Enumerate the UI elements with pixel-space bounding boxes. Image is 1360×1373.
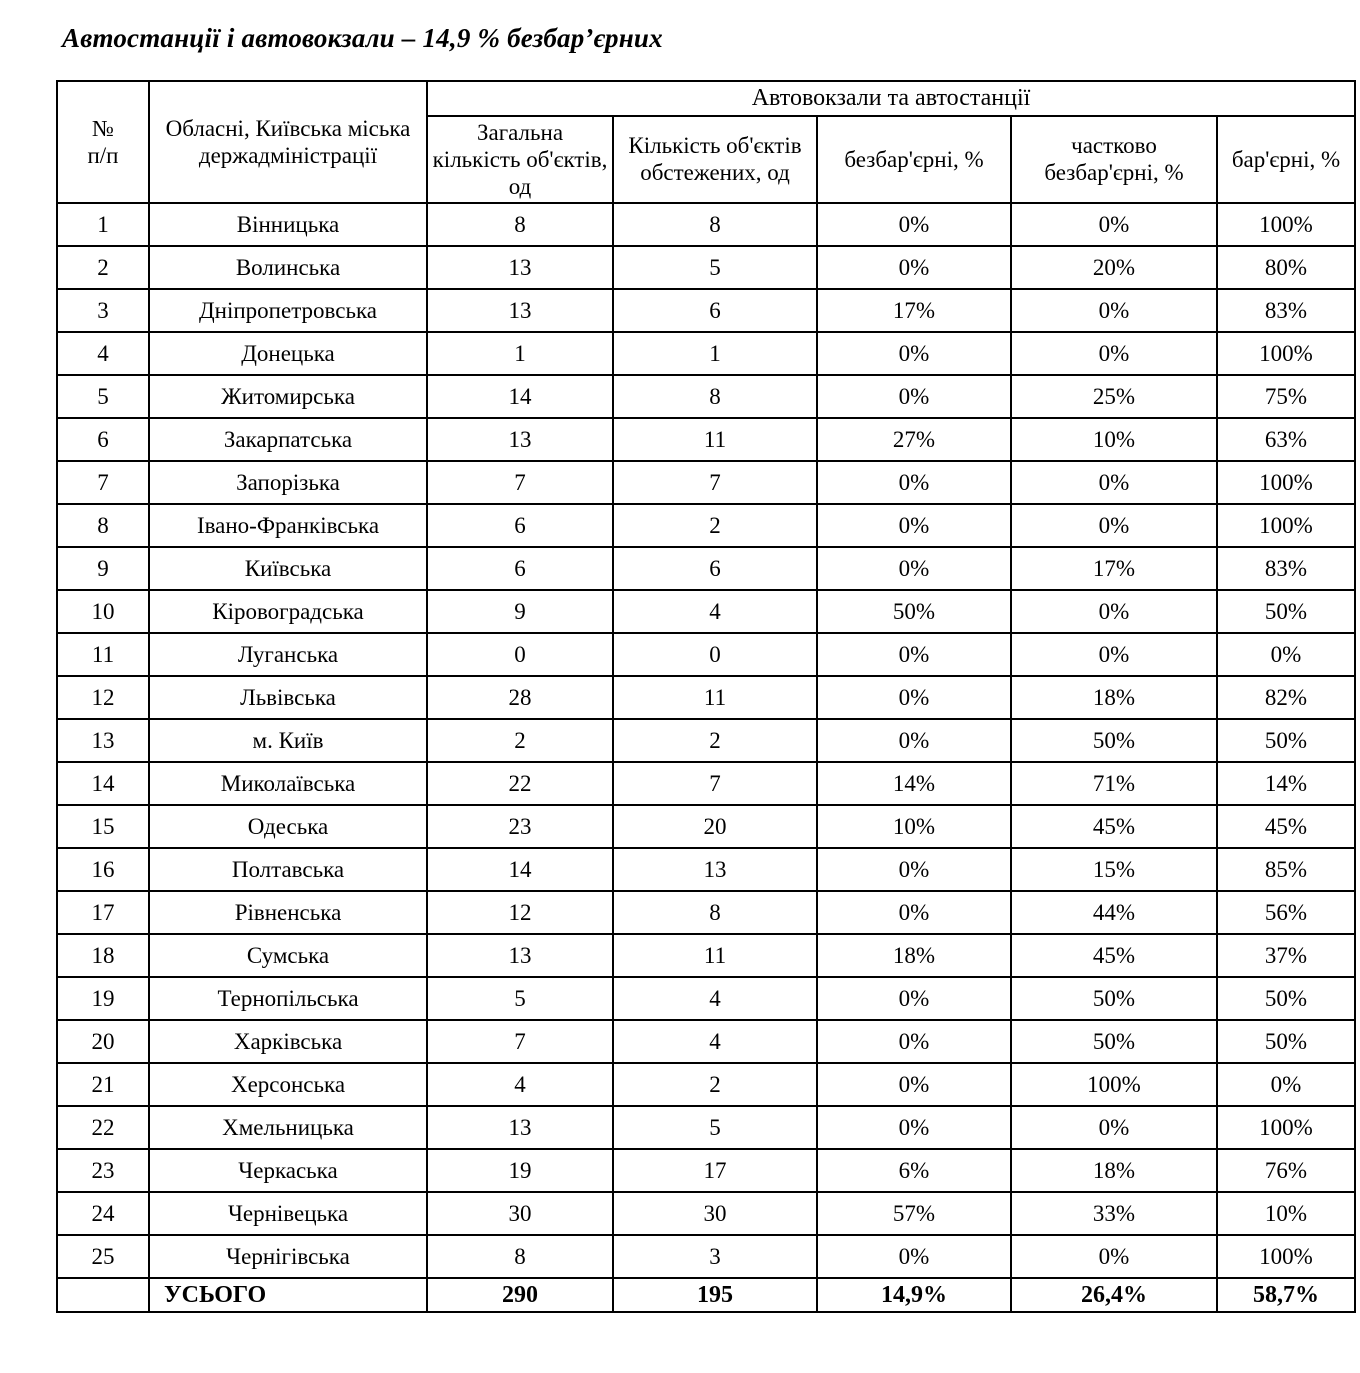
- cell-surveyed: 20: [613, 805, 817, 848]
- cell-barrier: 82%: [1217, 676, 1355, 719]
- cell-total: 6: [427, 504, 613, 547]
- header-barrier-free-pct: безбар'єрні, %: [817, 116, 1011, 203]
- total-objects: 290: [427, 1278, 613, 1312]
- cell-number: 7: [57, 461, 149, 504]
- cell-surveyed: 13: [613, 848, 817, 891]
- cell-number: 9: [57, 547, 149, 590]
- cell-barrier: 85%: [1217, 848, 1355, 891]
- cell-total: 13: [427, 246, 613, 289]
- header-row-top: [57, 81, 1355, 115]
- table-row: [57, 977, 1355, 1020]
- cell-barrier-free: 0%: [817, 1235, 1011, 1278]
- cell-barrier: 100%: [1217, 1106, 1355, 1149]
- cell-barrier: 100%: [1217, 504, 1355, 547]
- cell-barrier-free: 0%: [817, 1020, 1011, 1063]
- cell-total: 23: [427, 805, 613, 848]
- table-row: [57, 891, 1355, 934]
- table-row: [57, 934, 1355, 977]
- cell-surveyed: 6: [613, 547, 817, 590]
- cell-total: 1: [427, 332, 613, 375]
- cell-number: 1: [57, 203, 149, 246]
- cell-partly: 50%: [1011, 719, 1217, 762]
- cell-region: Харківська: [149, 1020, 427, 1063]
- cell-partly: 17%: [1011, 547, 1217, 590]
- cell-barrier: 37%: [1217, 934, 1355, 977]
- cell-total: 28: [427, 676, 613, 719]
- cell-region: Хмельницька: [149, 1106, 427, 1149]
- cell-surveyed: 8: [613, 203, 817, 246]
- cell-barrier: 50%: [1217, 719, 1355, 762]
- cell-region: Черкаська: [149, 1149, 427, 1192]
- cell-barrier-free: 0%: [817, 633, 1011, 676]
- cell-partly: 50%: [1011, 977, 1217, 1020]
- table-footer: [57, 1278, 1355, 1312]
- cell-number: 25: [57, 1235, 149, 1278]
- cell-region: Житомирська: [149, 375, 427, 418]
- cell-partly: 25%: [1011, 375, 1217, 418]
- cell-number: 24: [57, 1192, 149, 1235]
- cell-number: 12: [57, 676, 149, 719]
- cell-partly: 18%: [1011, 676, 1217, 719]
- cell-surveyed: 4: [613, 977, 817, 1020]
- cell-region: Херсонська: [149, 1063, 427, 1106]
- cell-region: Донецька: [149, 332, 427, 375]
- cell-total: 30: [427, 1192, 613, 1235]
- total-row: [57, 1278, 1355, 1312]
- cell-total: 6: [427, 547, 613, 590]
- cell-total: 0: [427, 633, 613, 676]
- cell-barrier: 100%: [1217, 1235, 1355, 1278]
- cell-barrier: 45%: [1217, 805, 1355, 848]
- total-surveyed: 195: [613, 1278, 817, 1312]
- table-row: [57, 848, 1355, 891]
- cell-barrier-free: 0%: [817, 504, 1011, 547]
- cell-total: 14: [427, 848, 613, 891]
- cell-number: 3: [57, 289, 149, 332]
- cell-region: Полтавська: [149, 848, 427, 891]
- cell-barrier-free: 0%: [817, 461, 1011, 504]
- cell-surveyed: 0: [613, 633, 817, 676]
- cell-surveyed: 30: [613, 1192, 817, 1235]
- cell-surveyed: 4: [613, 1020, 817, 1063]
- cell-barrier-free: 0%: [817, 246, 1011, 289]
- cell-barrier: 10%: [1217, 1192, 1355, 1235]
- table-row: [57, 762, 1355, 805]
- cell-partly: 100%: [1011, 1063, 1217, 1106]
- cell-number: 10: [57, 590, 149, 633]
- table-row: [57, 590, 1355, 633]
- table-row: [57, 461, 1355, 504]
- cell-total: 22: [427, 762, 613, 805]
- cell-partly: 45%: [1011, 805, 1217, 848]
- cell-surveyed: 7: [613, 461, 817, 504]
- cell-number: 6: [57, 418, 149, 461]
- cell-total: 13: [427, 1106, 613, 1149]
- cell-barrier: 75%: [1217, 375, 1355, 418]
- cell-barrier: 0%: [1217, 1063, 1355, 1106]
- cell-partly: 0%: [1011, 203, 1217, 246]
- cell-surveyed: 6: [613, 289, 817, 332]
- cell-barrier-free: 0%: [817, 977, 1011, 1020]
- cell-total: 9: [427, 590, 613, 633]
- table-row: [57, 1063, 1355, 1106]
- total-barrier: 58,7%: [1217, 1278, 1355, 1312]
- cell-surveyed: 8: [613, 375, 817, 418]
- cell-barrier-free: 17%: [817, 289, 1011, 332]
- cell-total: 8: [427, 1235, 613, 1278]
- table-row: [57, 504, 1355, 547]
- header-total-objects: Загальна кількість об'єктів, од: [427, 116, 613, 203]
- cell-barrier-free: 0%: [817, 891, 1011, 934]
- cell-total: 13: [427, 289, 613, 332]
- total-label: УСЬОГО: [149, 1278, 427, 1312]
- cell-barrier-free: 50%: [817, 590, 1011, 633]
- cell-surveyed: 11: [613, 676, 817, 719]
- table-row: [57, 1192, 1355, 1235]
- cell-partly: 0%: [1011, 332, 1217, 375]
- cell-surveyed: 5: [613, 246, 817, 289]
- cell-barrier-free: 0%: [817, 547, 1011, 590]
- cell-barrier-free: 0%: [817, 203, 1011, 246]
- cell-surveyed: 11: [613, 934, 817, 977]
- cell-partly: 18%: [1011, 1149, 1217, 1192]
- cell-surveyed: 3: [613, 1235, 817, 1278]
- cell-region: Рівненська: [149, 891, 427, 934]
- cell-partly: 20%: [1011, 246, 1217, 289]
- cell-region: Чернігівська: [149, 1235, 427, 1278]
- cell-barrier: 0%: [1217, 633, 1355, 676]
- cell-region: Івано-Франківська: [149, 504, 427, 547]
- cell-partly: 44%: [1011, 891, 1217, 934]
- table-row: [57, 289, 1355, 332]
- cell-total: 8: [427, 203, 613, 246]
- cell-surveyed: 1: [613, 332, 817, 375]
- total-barrier-free: 14,9%: [817, 1278, 1011, 1312]
- cell-barrier-free: 0%: [817, 332, 1011, 375]
- table-row: [57, 1235, 1355, 1278]
- total-num: [57, 1278, 149, 1312]
- cell-region: Кіровоградська: [149, 590, 427, 633]
- cell-total: 7: [427, 1020, 613, 1063]
- cell-number: 18: [57, 934, 149, 977]
- cell-total: 19: [427, 1149, 613, 1192]
- header-number-line2: п/п: [87, 143, 119, 169]
- cell-barrier-free: 0%: [817, 1106, 1011, 1149]
- cell-barrier-free: 0%: [817, 375, 1011, 418]
- cell-number: 5: [57, 375, 149, 418]
- cell-barrier-free: 0%: [817, 848, 1011, 891]
- cell-partly: 0%: [1011, 633, 1217, 676]
- table-row: [57, 375, 1355, 418]
- cell-surveyed: 2: [613, 1063, 817, 1106]
- cell-region: Луганська: [149, 633, 427, 676]
- cell-barrier: 63%: [1217, 418, 1355, 461]
- cell-barrier: 50%: [1217, 1020, 1355, 1063]
- cell-region: Вінницька: [149, 203, 427, 246]
- accessibility-table: [56, 80, 1356, 1313]
- cell-number: 8: [57, 504, 149, 547]
- cell-total: 4: [427, 1063, 613, 1106]
- cell-barrier-free: 18%: [817, 934, 1011, 977]
- table-row: [57, 1020, 1355, 1063]
- cell-barrier-free: 0%: [817, 1063, 1011, 1106]
- cell-barrier-free: 27%: [817, 418, 1011, 461]
- cell-number: 13: [57, 719, 149, 762]
- cell-surveyed: 7: [613, 762, 817, 805]
- cell-barrier-free: 14%: [817, 762, 1011, 805]
- cell-partly: 0%: [1011, 1235, 1217, 1278]
- cell-partly: 50%: [1011, 1020, 1217, 1063]
- cell-barrier: 83%: [1217, 289, 1355, 332]
- cell-region: Дніпропетровська: [149, 289, 427, 332]
- cell-barrier: 14%: [1217, 762, 1355, 805]
- cell-partly: 0%: [1011, 289, 1217, 332]
- cell-barrier: 56%: [1217, 891, 1355, 934]
- table-row: [57, 1106, 1355, 1149]
- cell-partly: 0%: [1011, 590, 1217, 633]
- cell-number: 4: [57, 332, 149, 375]
- cell-region: Закарпатська: [149, 418, 427, 461]
- page-title: Автостанції і автовокзали – 14,9 % безбар’єрних: [62, 23, 663, 53]
- cell-region: Миколаївська: [149, 762, 427, 805]
- header-barrier-pct: бар'єрні, %: [1217, 116, 1355, 203]
- cell-region: Чернівецька: [149, 1192, 427, 1235]
- cell-barrier: 76%: [1217, 1149, 1355, 1192]
- cell-surveyed: 5: [613, 1106, 817, 1149]
- cell-partly: 45%: [1011, 934, 1217, 977]
- table-row: [57, 805, 1355, 848]
- table-row: [57, 547, 1355, 590]
- cell-region: Сумська: [149, 934, 427, 977]
- cell-partly: 0%: [1011, 461, 1217, 504]
- cell-number: 11: [57, 633, 149, 676]
- header-partly-barrier-free-pct: частково безбар'єрні, %: [1011, 116, 1217, 203]
- total-partly: 26,4%: [1011, 1278, 1217, 1312]
- table-body: [57, 203, 1355, 1278]
- cell-total: 5: [427, 977, 613, 1020]
- cell-partly: 0%: [1011, 504, 1217, 547]
- cell-barrier-free: 10%: [817, 805, 1011, 848]
- table-row: [57, 332, 1355, 375]
- cell-region: Волинська: [149, 246, 427, 289]
- cell-barrier-free: 0%: [817, 719, 1011, 762]
- cell-total: 2: [427, 719, 613, 762]
- cell-surveyed: 17: [613, 1149, 817, 1192]
- cell-barrier-free: 6%: [817, 1149, 1011, 1192]
- table-row: [57, 719, 1355, 762]
- table-header: [57, 81, 1355, 203]
- cell-barrier: 80%: [1217, 246, 1355, 289]
- cell-partly: 0%: [1011, 1106, 1217, 1149]
- cell-barrier: 50%: [1217, 977, 1355, 1020]
- cell-surveyed: 8: [613, 891, 817, 934]
- cell-region: Київська: [149, 547, 427, 590]
- cell-barrier-free: 0%: [817, 676, 1011, 719]
- table-row: [57, 418, 1355, 461]
- cell-number: 14: [57, 762, 149, 805]
- cell-surveyed: 2: [613, 504, 817, 547]
- cell-barrier: 83%: [1217, 547, 1355, 590]
- cell-barrier: 50%: [1217, 590, 1355, 633]
- cell-region: Тернопільська: [149, 977, 427, 1020]
- cell-number: 17: [57, 891, 149, 934]
- cell-number: 20: [57, 1020, 149, 1063]
- cell-number: 15: [57, 805, 149, 848]
- cell-surveyed: 4: [613, 590, 817, 633]
- header-region: Обласні, Київська міська держадміністрації: [149, 81, 427, 203]
- cell-number: 22: [57, 1106, 149, 1149]
- cell-total: 12: [427, 891, 613, 934]
- cell-number: 16: [57, 848, 149, 891]
- cell-partly: 15%: [1011, 848, 1217, 891]
- cell-total: 14: [427, 375, 613, 418]
- cell-region: Одеська: [149, 805, 427, 848]
- header-surveyed-objects: Кількість об'єктів обстежених, од: [613, 116, 817, 203]
- cell-partly: 71%: [1011, 762, 1217, 805]
- cell-barrier-free: 57%: [817, 1192, 1011, 1235]
- header-number: [57, 81, 149, 203]
- cell-barrier: 100%: [1217, 203, 1355, 246]
- cell-surveyed: 2: [613, 719, 817, 762]
- cell-region: м. Київ: [149, 719, 427, 762]
- cell-number: 19: [57, 977, 149, 1020]
- cell-partly: 33%: [1011, 1192, 1217, 1235]
- cell-region: Львівська: [149, 676, 427, 719]
- cell-number: 2: [57, 246, 149, 289]
- table-row: [57, 246, 1355, 289]
- cell-total: 7: [427, 461, 613, 504]
- cell-region: Запорізька: [149, 461, 427, 504]
- table-row: [57, 676, 1355, 719]
- cell-barrier: 100%: [1217, 461, 1355, 504]
- cell-surveyed: 11: [613, 418, 817, 461]
- table-row: [57, 203, 1355, 246]
- header-number-line1: №: [92, 116, 114, 142]
- table-row: [57, 633, 1355, 676]
- cell-barrier: 100%: [1217, 332, 1355, 375]
- cell-total: 13: [427, 934, 613, 977]
- cell-number: 21: [57, 1063, 149, 1106]
- cell-total: 13: [427, 418, 613, 461]
- table-row: [57, 1149, 1355, 1192]
- cell-partly: 10%: [1011, 418, 1217, 461]
- cell-number: 23: [57, 1149, 149, 1192]
- header-group-stations: Автовокзали та автостанції: [427, 81, 1355, 115]
